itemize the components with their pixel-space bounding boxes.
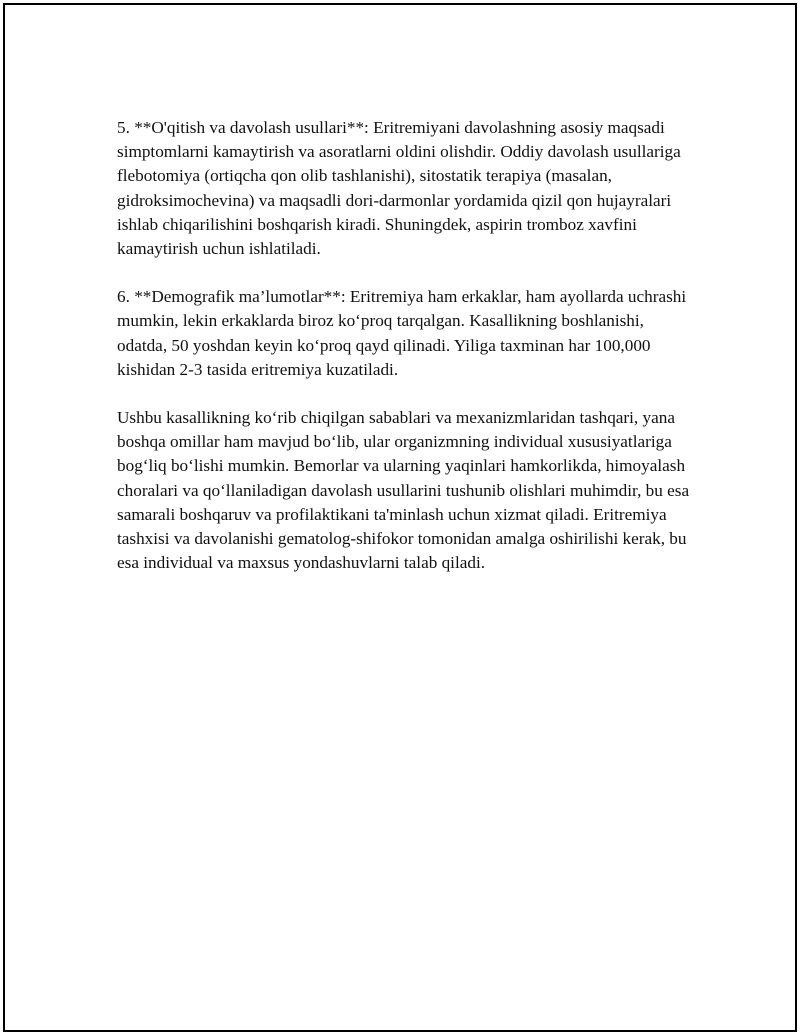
paragraph-demographics: 6. **Demografik ma’lumotlar**: Eritremiya ham erkaklar, ham ayollarda uchrashi mumkin, lekin erkaklarda biroz ko‘proq tarqalgan. Kasallikning boshlanishi, odatda, 50 yoshdan keyin ko‘proq qayd qilinadi. Yiliga taxminan har 100,000 kishidan 2-3 tasida eritremiya kuzatiladi. [117,287,687,379]
paragraph-conclusion: Ushbu kasallikning ko‘rib chiqilgan sabablari va mexanizmlaridan tashqari, yana boshqa omillar ham mavjud bo‘lib, ular organizmning individual xususiyatlariga bog‘liq bo‘lishi mumkin. Bemorlar va ularning yaqinlari hamkorlikda, himoyalash choralari va qo‘llaniladigan davolash usullarini tushunib olishlari muhimdir, bu esa samarali boshqaruv va profilaktikani ta'minlash uchun xizmat qiladi. Eritremiya tashxisi va davolanishi gematolog-shifokor tomonidan amalga oshirilishi kerak, bu esa individual va maxsus yondashuvlarni talab qiladi. [117,408,690,573]
document-body [117,116,697,599]
paragraph-treatment-methods: 5. **O'qitish va davolash usullari**: Eritremiyani davolashning asosiy maqsadi simptomlarni kamaytirish va asoratlarni oldini olishdir. Oddiy davolash usullariga flebotomiya (ortiqcha qon olib tashlanishi), sitostatik terapiya (masalan, gidroksimochevina) va maqsadli dori-darmonlar yordamida qizil qon hujayralari ishlab chiqarilishini boshqarish kiradi. Shuningdek, aspirin tromboz xavfini kamaytirish uchun ishlatiladi. [117,118,681,259]
